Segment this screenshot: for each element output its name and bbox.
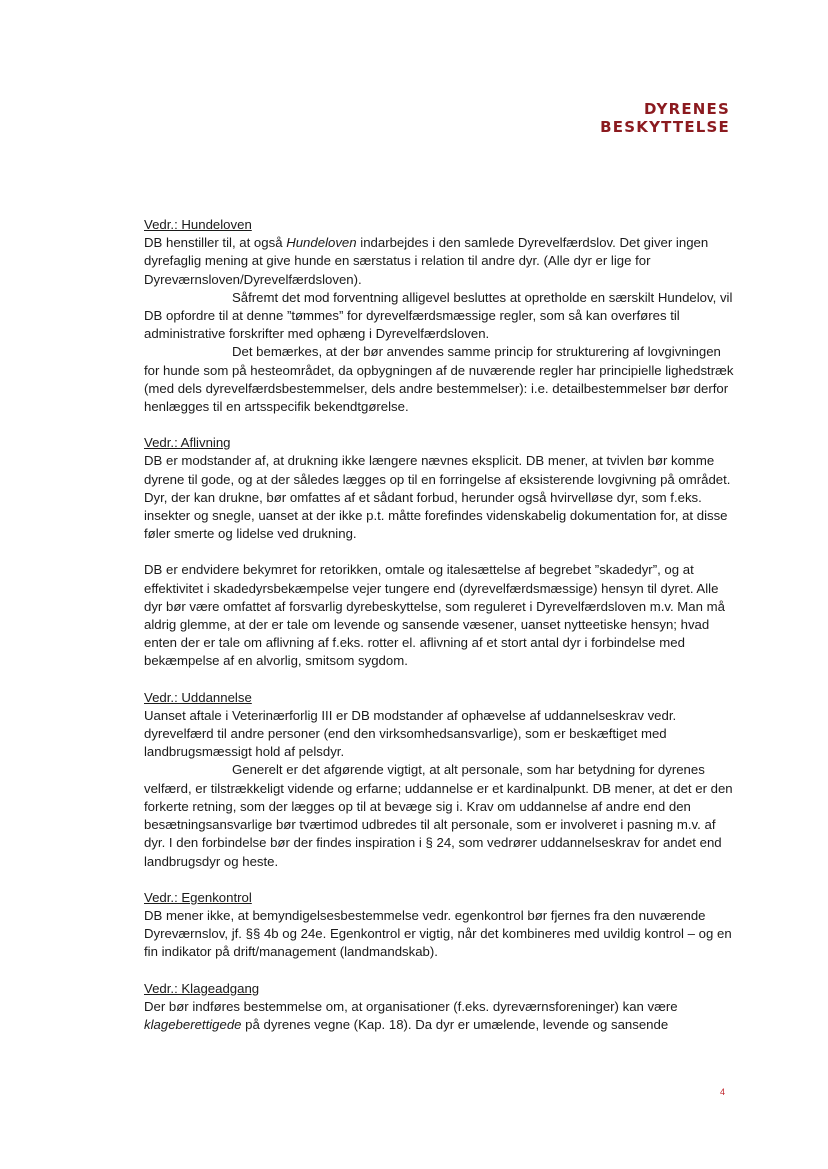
body-paragraph (144, 452, 734, 543)
body-paragraph (144, 761, 734, 870)
section-heading: Vedr.: Klageadgang (144, 980, 260, 996)
body-paragraph (144, 343, 734, 416)
page-number: 4 (719, 1087, 725, 1097)
paragraph-text: Der bør indføres bestemmelse om, at organisationer (f.eks. dyreværnsforeninger) kan være (144, 998, 678, 1014)
paragraph-text: Såfremt det mod forventning alligevel besluttes at opretholde en særskilt Hundelov, vil DB opfordre til at denne ”tømmes” for dyrevelfærdsmæssige regler, som så kan overføres til administrative forskrifter med ophæng i Dyrevelfærdsloven. (144, 289, 733, 342)
paragraph-text: Uanset aftale i Veterinærforlig III er DB modstander af ophævelse af uddannelseskrav vedr. dyrevelfærd til andre personer (end den virksomhedsansvarlige), som er beskæftiget med landbrugsmæssigt hold af pelsdyr. (144, 707, 677, 760)
paragraph-text: DB er modstander af, at drukning ikke længere nævnes eksplicit. DB mener, at tvivlen bør komme dyrene til gode, og at der således lægges op til en forringelse af eksisterende lovgivning på området. Dyr, der kan drukne, bør omfattes af et sådant forbud, herunder også hvirvelløse dyr, som f.eks. insekter og snegle, uanset at der ikke p.t. måtte forefindes videnskabelig dokumentation for, at disse føler smerte og lidelse ved drukning. (144, 453, 731, 542)
document-section (144, 216, 734, 416)
body-paragraph (144, 707, 734, 762)
document-section (144, 561, 734, 670)
document-section (144, 434, 734, 543)
body-paragraph (144, 907, 734, 962)
body-paragraph (144, 289, 734, 344)
paragraph-text: DB henstiller til, at også (144, 235, 287, 251)
paragraph-text: Generelt er det afgørende vigtigt, at alt personale, som har betydning for dyrenes velfærd, er tilstrækkeligt vidende og erfarne; uddannelse er et kardinalpunkt. DB mener, at det er den forkerte retning, som der lægges op til at bevæge sig i. Krav om uddannelse af andre end den besætningsansvarlige bør tværtimod udbredes til alt personale, som er involveret i pasning m.v. af dyr. I den forbindelse bør der findes inspiration i § 24, som vedrører uddannelseskrav for andet end landbrugsdyr og heste. (144, 762, 733, 869)
paragraph-text: DB er endvidere bekymret for retorikken, omtale og italesættelse af begrebet ”skadedyr”, og at effektivitet i skadedyrsbekæmpelse vejer tungere end (dyrevelfærdsmæssige) hensyn til dyret. Alle dyr bør være omfattet af forsvarlig dyrebeskyttelse, som reguleret i Dyrevelfærdsloven m.v. Man må aldrig glemme, at der er tale om levende og sansende væsener, uanset nytteetiske hensyn; hvad enten der er tale om aflivning af f.eks. rotter el. aflivning af et stort antal dyr i forbindelse med bekæmpelse af en alvorlig, smitsom sygdom. (144, 562, 725, 669)
organization-logo (600, 100, 730, 136)
logo-line-1: DYRENES (643, 100, 730, 118)
body-paragraph (144, 234, 734, 289)
body-paragraph (144, 561, 734, 670)
paragraph-text: DB mener ikke, at bemyndigelsesbestemmelse vedr. egenkontrol bør fjernes fra den nuværende Dyreværnslov, jf. §§ 4b og 24e. Egenkontrol er vigtig, når det kombineres med uvildig kontrol – og en fin indikator på drift/management (landmandskab). (144, 907, 732, 960)
section-heading: Vedr.: Hundeloven (144, 217, 252, 232)
italic-text: klageberettigede (144, 1016, 242, 1032)
paragraph-text: indarbejdes i den samlede Dyrevelfærdslov. Det giver ingen dyrefaglig mening at give hunde en særstatus i relation til andre dyr. (Alle dyr er lige for Dyreværnsloven/Dyrevelfærdsloven). (144, 235, 709, 287)
section-heading: Vedr.: Uddannelse (144, 689, 252, 705)
paragraph-text: på dyrenes vegne (Kap. 18). Da dyr er umælende, levende og sansende (241, 1016, 669, 1032)
document-section (144, 980, 734, 1035)
document-section (144, 689, 734, 871)
document-body (144, 216, 734, 1052)
italic-text: Hundeloven (286, 235, 357, 251)
document-section (144, 889, 734, 962)
section-heading: Vedr.: Egenkontrol (144, 889, 252, 905)
section-heading: Vedr.: Aflivning (144, 435, 231, 451)
paragraph-text: Det bemærkes, at der bør anvendes samme princip for strukturering af lovgivningen for hunde som på hesteområdet, da opbygningen af de nuværende regler har principielle lighedstræk (med dels dyrevelfærdsbestemmelser, dels andre bestemmelser): i.e. detailbestemmelser bør derfor henlægges til en artsspecifik bekendtgørelse. (144, 344, 734, 415)
body-paragraph (144, 998, 734, 1034)
logo-line-2: BESKYTTELSE (600, 118, 730, 136)
